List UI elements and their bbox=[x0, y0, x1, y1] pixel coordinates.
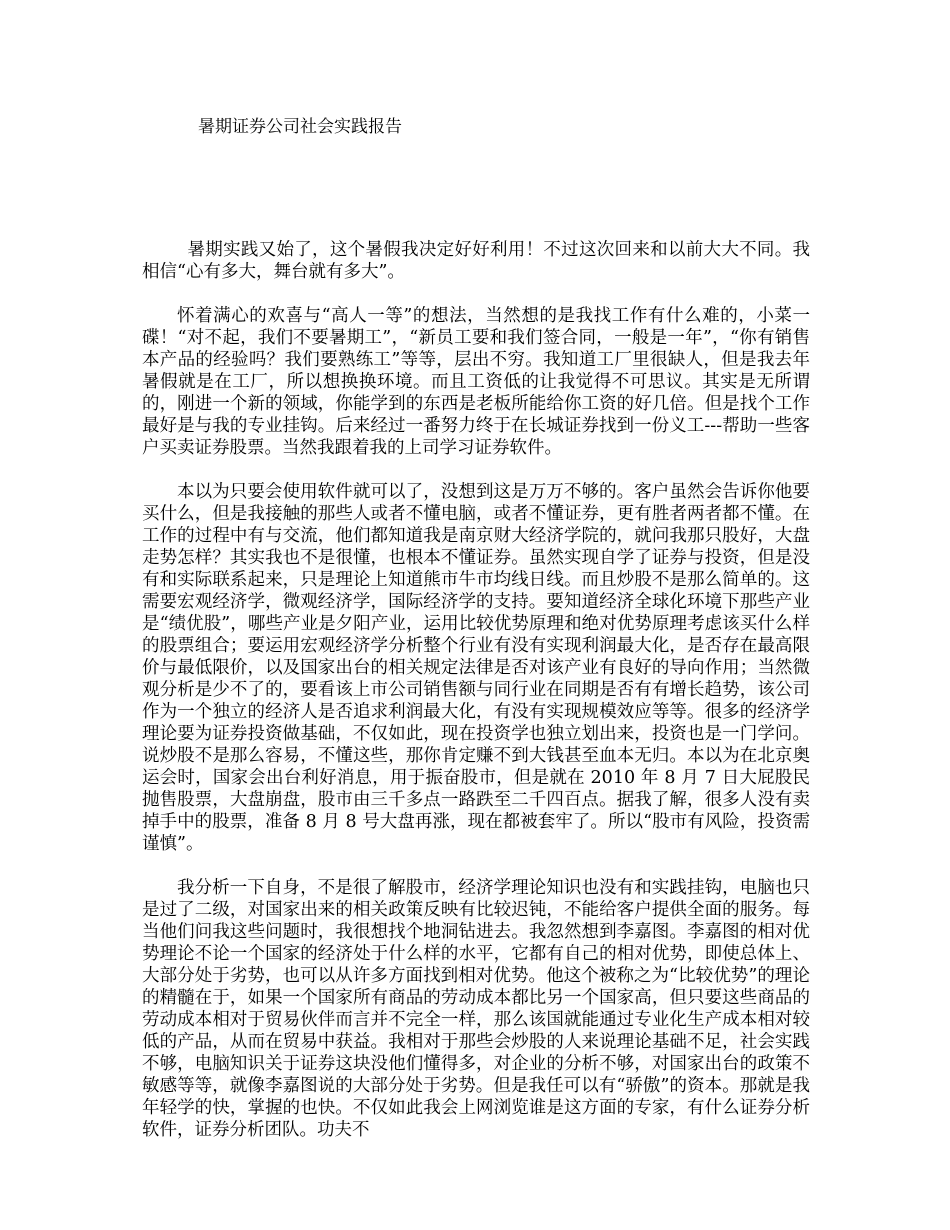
paragraph-3: 本以为只要会使用软件就可以了，没想到这是万万不够的。客户虽然会告诉你他要买什么，但是我接触的那些人或者不懂电脑，或者不懂证券，更有胜者两者都不懂。在工作的过程中有与交流，他们都知道我是南京财大经济学院的，就问我那只股好，大盘走势怎样？其实我也不是很懂，也根本不懂证券。虽然实现自学了证券与投资，但是没有和实际联系起来，只是理论上知道熊市牛市均线日线。而且炒股不是那么简单的。这需要宏观经济学，微观经济学，国际经济学的支持。要知道经济全球化环境下那些产业是“绩优股”，哪些产业是夕阳产业，运用比较优势原理和绝对优势原理考虑该买什么样的股票组合；要运用宏观经济学分析整个行业有没有实现利润最大化，是否存在最高限价与最低限价，以及国家出台的相关规定法律是否对该产业有良好的导向作用；当然微观分析是少不了的，要看该上市公司销售额与同行业在同期是否有有增长趋势，该公司作为一个独立的经济人是否追求利润最大化，有没有实现规模效应等等。很多的经济学理论要为证券投资做基础，不仅如此，现在投资学也独立划出来，投资也是一门学问。说炒股不是那么容易，不懂这些，那你肯定赚不到大钱甚至血本无归。本以为在北京奥运会时，国家会出台利好消息，用于振奋股市，但是就在 2010 年 8 月 7 日大屁股民抛售股票，大盘崩盘，股市由三千多点一路跌至二千四百点。据我了解，很多人没有卖掉手中的股票，准备 8 月 8 号大盘再涨，现在都被套牢了。所以“股市有风险，投资需谨慎”。 bbox=[142, 482, 810, 854]
document-body bbox=[142, 239, 810, 1163]
paragraph-2: 怀着满心的欢喜与“高人一等”的想法，当然想的是我找工作有什么难的，小菜一碟！“对不起，我们不要暑期工”，“新员工要和我们签合同，一般是一年”，“你有销售本产品的经验吗？我们要熟练工”等等，层出不穷。我知道工厂里很缺人，但是我去年暑假就是在工厂，所以想换换环境。而且工资低的让我觉得不可思议。其实是无所谓的，刚进一个新的领域，你能学到的东西是老板所能给你工资的好几倍。但是找个工作最好是与我的专业挂钩。后来经过一番努力终于在长城证券找到一份义工---帮助一些客户买卖证券股票。当然我跟着我的上司学习证券软件。 bbox=[142, 306, 810, 458]
document-title: 暑期证券公司社会实践报告 bbox=[198, 117, 402, 137]
paragraph-1: 暑期实践又始了，这个暑假我决定好好利用！不过这次回来和以前大大不同。我相信“心有多大，舞台就有多大”。 bbox=[142, 240, 810, 282]
paragraph-4: 我分析一下自身，不是很了解股市，经济学理论知识也没有和实践挂钩，电脑也只是过了二级，对国家出来的相关政策反映有比较迟钝，不能给客户提供全面的服务。每当他们问我这些问题时，我很想找个地洞钻进去。我忽然想到李嘉图。李嘉图的相对优势理论不论一个国家的经济处于什么样的水平，它都有自己的相对优势，即使总体上、大部分处于劣势，也可以从许多方面找到相对优势。他这个被称之为“比较优势”的理论的精髓在于，如果一个国家所有商品的劳动成本都比另一个国家高，但只要这些商品的劳动成本相对于贸易伙伴而言并不完全一样，那么该国就能通过专业化生产成本相对较低的产品，从而在贸易中获益。我相对于那些会炒股的人来说理论基础不足，社会实践不够，电脑知识关于证券这块没他们懂得多，对企业的分析不够，对国家出台的政策不敏感等等，就像李嘉图说的大部分处于劣势。但是我任可以有“骄傲”的资本。那就是我年轻学的快，掌握的也快。不仅如此我会上网浏览谁是这方面的专家，有什么证券分析软件，证券分析团队。功夫不 bbox=[142, 878, 810, 1140]
